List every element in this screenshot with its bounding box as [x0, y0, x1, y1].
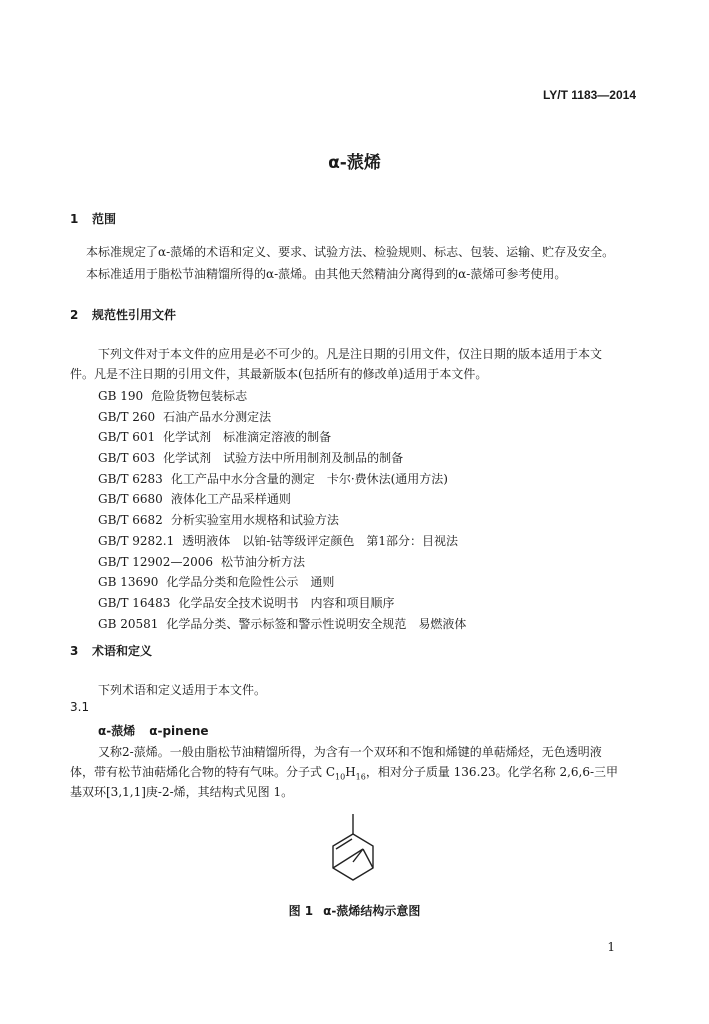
- section-2-intro-line-1: 下列文件对于本文件的应用是必不可少的。凡是注日期的引用文件，仅注日期的版本适用于本文: [98, 347, 603, 361]
- alpha-pinene-structure-figure: [323, 812, 383, 882]
- reference-code: GB/T 603: [98, 451, 156, 466]
- reference-title: 化学品分类和危险性公示 通则: [166, 575, 335, 590]
- reference-item: [98, 510, 466, 531]
- hydrogen-symbol: H: [345, 765, 356, 779]
- reference-title: 分析实验室用水规格和试验方法: [170, 513, 339, 528]
- reference-item: [98, 489, 466, 510]
- reference-code: GB/T 260: [98, 409, 156, 424]
- reference-code: GB/T 601: [98, 430, 156, 445]
- structure-bonds: [333, 814, 373, 880]
- section-number: 2: [70, 308, 79, 322]
- reference-title: 透明液体 以铂-钴等级评定颜色 第1部分：目视法: [182, 533, 458, 548]
- reference-item: [98, 552, 466, 573]
- definition-text: 体，带有松节油萜烯化合物的特有气味。分子式 C: [70, 765, 335, 779]
- section-title: 范围: [92, 212, 117, 226]
- subscript-carbon: 10: [335, 772, 346, 782]
- section-3-heading: [70, 642, 152, 659]
- reference-item: [98, 531, 466, 552]
- page-number: 1: [607, 940, 615, 954]
- reference-code: GB 13690: [98, 575, 159, 590]
- reference-item: [98, 427, 466, 448]
- bridge-bond: [333, 849, 363, 868]
- reference-code: GB/T 6682: [98, 513, 163, 528]
- section-number: 3: [70, 644, 79, 658]
- definition-line-1: 又称2-蒎烯。一般由脂松节油精馏所得，为含有一个双环和不饱和烯键的单萜烯烃，无色透明液: [98, 745, 602, 759]
- section-1-paragraph-1: 本标准规定了α-蒎烯的术语和定义、要求、试验方法、检验规则、标志、包装、运输、贮存及安全。: [86, 245, 615, 259]
- reference-item: [98, 593, 466, 614]
- section-2-heading: [70, 306, 176, 323]
- reference-code: GB/T 16483: [98, 595, 171, 610]
- clause-number: 3.1: [70, 700, 90, 714]
- reference-item: [98, 614, 466, 635]
- standard-code: LY/T 1183—2014: [543, 88, 636, 102]
- reference-list: [98, 386, 466, 634]
- reference-title: 化学试剂 标准滴定溶液的制备: [163, 430, 332, 445]
- reference-title: 危险货物包装标志: [151, 389, 248, 403]
- term-chinese: α-蒎烯: [98, 724, 136, 738]
- figure-caption: [0, 902, 709, 919]
- reference-title: 化学品分类、警示标签和警示性说明安全规范 易燃液体: [166, 616, 467, 631]
- document-title: α-蒎烯: [328, 153, 381, 173]
- section-2-intro-line-2: 件。凡是不注日期的引用文件，其最新版本(包括所有的修改单)适用于本文件。: [70, 367, 488, 381]
- definition-text: ，相对分子质量 136.23。化学名称 2,6,6-三甲: [365, 765, 619, 779]
- definition-line-3: 基双环[3,1,1]庚-2-烯，其结构式见图 1。: [70, 785, 294, 799]
- reference-title: 松节油分析方法: [220, 554, 305, 569]
- reference-item: [98, 572, 466, 593]
- section-title: 规范性引用文件: [92, 308, 177, 322]
- term-english: α-pinene: [149, 724, 209, 738]
- subscript-hydrogen: 16: [355, 772, 366, 782]
- reference-title: 液体化工产品采样通则: [170, 492, 291, 507]
- reference-title: 化学试剂 试验方法中所用制剂及制品的制备: [163, 451, 404, 466]
- term-line: [98, 722, 209, 739]
- reference-code: GB/T 6283: [98, 471, 163, 486]
- reference-title: 化工产品中水分含量的测定 卡尔·费休法(通用方法): [170, 471, 448, 486]
- section-number: 1: [70, 212, 79, 226]
- double-bond-inner: [336, 839, 352, 849]
- reference-item: [98, 386, 466, 407]
- section-1-paragraph-2: 本标准适用于脂松节油精馏所得的α-蒎烯。由其他天然精油分离得到的α-蒎烯可参考使用。: [86, 267, 567, 281]
- section-1-heading: [70, 210, 116, 227]
- section-title: 术语和定义: [92, 644, 153, 658]
- reference-code: GB/T 6680: [98, 492, 163, 507]
- reference-title: 石油产品水分测定法: [163, 409, 272, 424]
- bridge-bond: [363, 849, 373, 868]
- reference-code: GB/T 9282.1: [98, 533, 175, 548]
- reference-item: [98, 407, 466, 428]
- section-3-intro: 下列术语和定义适用于本文件。: [98, 683, 267, 697]
- figure-caption-text: α-蒎烯结构示意图: [323, 904, 421, 918]
- reference-title: 化学品安全技术说明书 内容和项目顺序: [178, 595, 395, 610]
- reference-code: GB 190: [98, 389, 144, 403]
- reference-item: [98, 469, 466, 490]
- reference-code: GB 20581: [98, 616, 159, 631]
- reference-code: GB/T 12902—2006: [98, 554, 213, 569]
- figure-label: 图 1: [288, 904, 314, 918]
- gem-dimethyl-bond: [353, 849, 363, 862]
- reference-item: [98, 448, 466, 469]
